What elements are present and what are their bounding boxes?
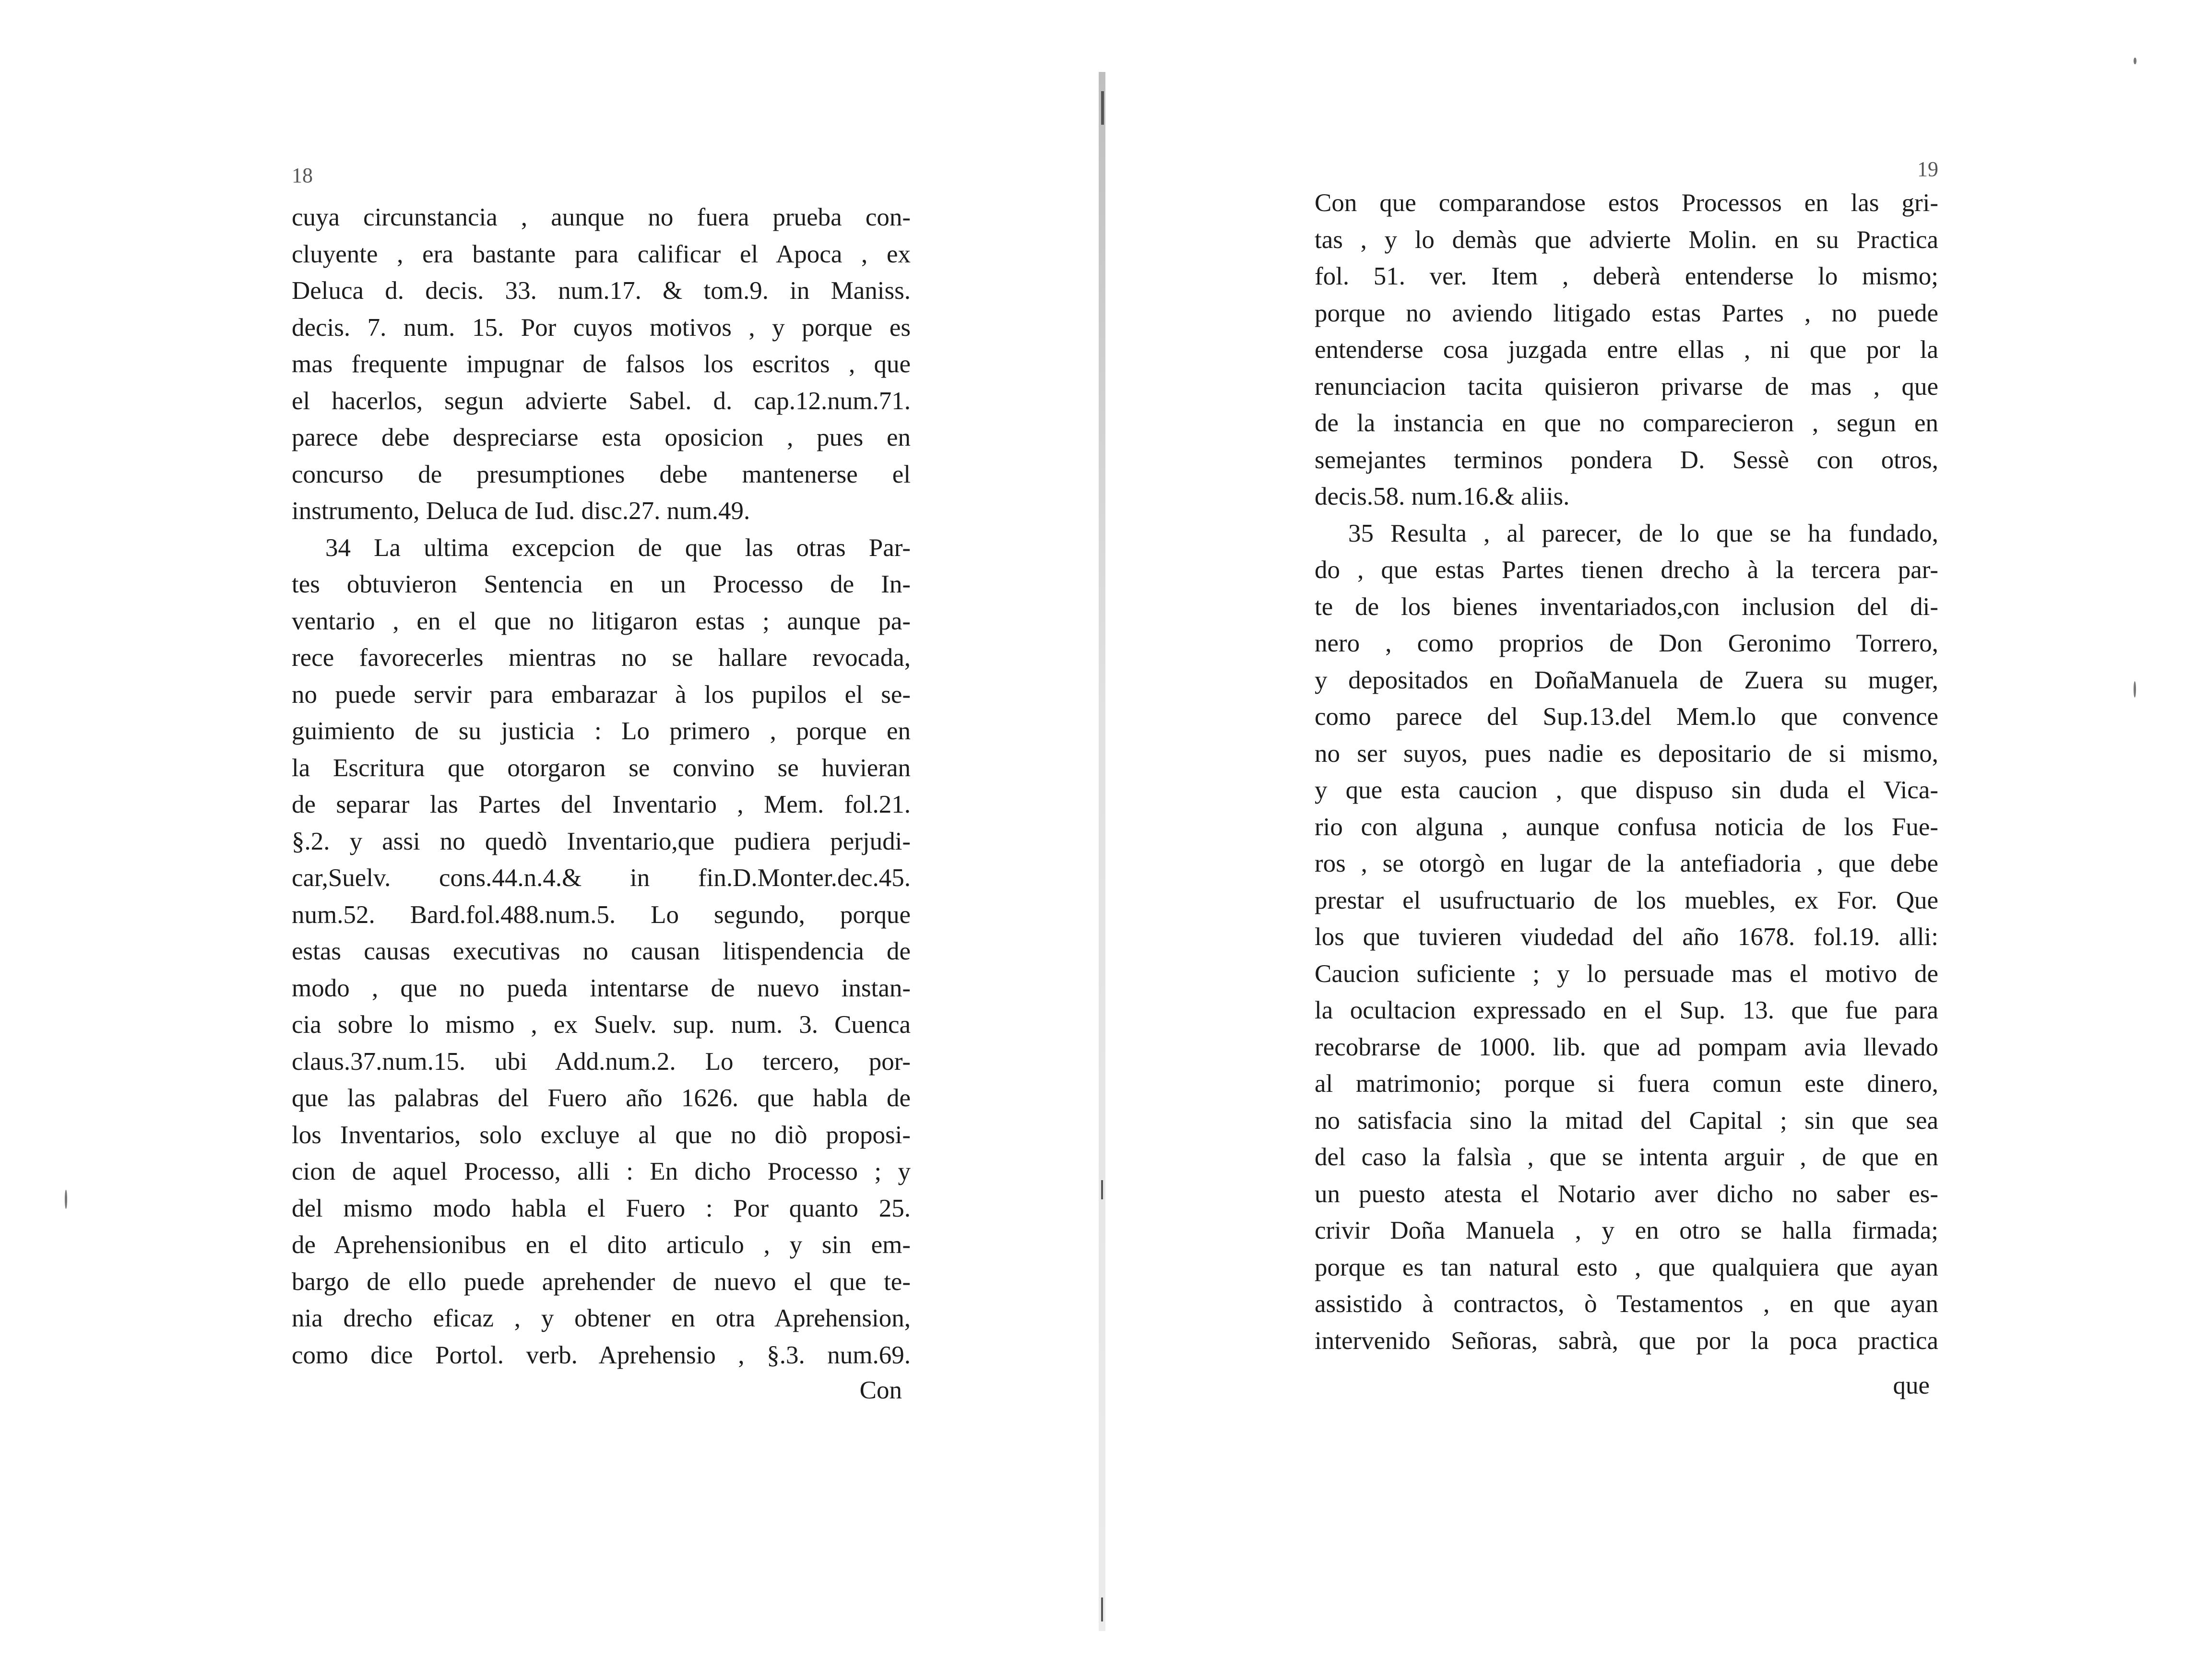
text-line: instrumento, Deluca de Iud. disc.27. num.49. <box>292 497 750 525</box>
text-line: y depositados en DoñaManuela de Zuera su muger, <box>1315 666 1938 694</box>
catchword: que <box>1893 1372 1930 1399</box>
text-line: Con que comparandose estos Processos en las gri- <box>1315 189 1938 217</box>
paragraph-start: 34 La ultima excepcion de que las otras Par- <box>325 533 911 562</box>
text-line: como parece del Sup.13.del Mem.lo que convence <box>1315 703 1938 731</box>
text-line: claus.37.num.15. ubi Add.num.2. Lo tercero, por- <box>292 1047 911 1076</box>
text-line: del mismo modo habla el Fuero : Por quanto 25. <box>292 1194 911 1222</box>
text-line: ventario , en el que no litigaron estas ; aunque pa- <box>292 607 911 635</box>
text-line: cion de aquel Processo, alli : En dicho Processo ; y <box>292 1158 911 1185</box>
paragraph-start: 35 Resulta , al parecer, de lo que se ha fundado, <box>1348 519 1938 547</box>
page-number: 18 <box>292 164 313 187</box>
text-line: assistido à contractos, ò Testamentos , en que ayan <box>1315 1290 1938 1318</box>
edge-speck <box>2134 58 2136 64</box>
text-line: rio con alguna , aunque confusa noticia de los Fue- <box>1315 813 1938 841</box>
text-line: ros , se otorgò en lugar de la antefiadoria , que debe <box>1315 850 1938 877</box>
text-line: no ser suyos, pues nadie es depositario de si mismo, <box>1315 739 1938 768</box>
text-line: rece favorecerles mientras no se hallare revocada, <box>292 644 911 672</box>
text-line: num.52. Bard.fol.488.num.5. Lo segundo, porque <box>292 900 911 929</box>
text-line: §.2. y assi no quedò Inventario,que pudiera perjudi- <box>292 827 911 855</box>
text-line: prestar el usufructuario de los muebles, ex For. Que <box>1315 886 1938 914</box>
text-line: el hacerlos, segun advierte Sabel. d. cap.12.num.71. <box>292 387 911 415</box>
catchword: Con <box>859 1376 902 1404</box>
text-line: te de los bienes inventariados,con inclusion del di- <box>1315 592 1938 621</box>
text-line: no satisfacia sino la mitad del Capital ; sin que sea <box>1315 1106 1938 1135</box>
text-line: porque es tan natural esto , que qualquiera que ayan <box>1315 1253 1938 1281</box>
edge-speck <box>65 1190 67 1209</box>
text-line: modo , que no pueda intentarse de nuevo instan- <box>292 974 911 1002</box>
text-line: intervenido Señoras, sabrà, que por la poca practica <box>1315 1326 1938 1355</box>
text-line: bargo de ello puede aprehender de nuevo el que te- <box>292 1267 911 1296</box>
text-line: de la instancia en que no comparecieron , segun en <box>1315 409 1938 437</box>
text-line: los que tuvieren viudedad del año 1678. fol.19. alli: <box>1315 923 1938 951</box>
text-line: Deluca d. decis. 33. num.17. & tom.9. in Maniss. <box>292 277 911 305</box>
text-line: cluyente , era bastante para calificar el Apoca , ex <box>292 240 911 268</box>
text-line: cia sobre lo mismo , ex Suelv. sup. num. 3. Cuenca <box>292 1011 911 1039</box>
text-line: parece debe despreciarse esta oposicion , pues en <box>292 424 911 451</box>
text-line: decis. 7. num. 15. Por cuyos motivos , y porque es <box>292 313 911 342</box>
text-line: semejantes terminos pondera D. Sessè con otros, <box>1315 446 1938 474</box>
text-line: do , que estas Partes tienen drecho à la tercera par- <box>1315 556 1938 584</box>
gutter-mark <box>1101 1597 1103 1621</box>
text-line: la Escritura que otorgaron se convino se huvieran <box>292 754 911 782</box>
text-line: car,Suelv. cons.44.n.4.& in fin.D.Monter.dec.45. <box>292 864 911 892</box>
text-line: nia drecho eficaz , y obtener en otra Aprehension, <box>292 1304 911 1332</box>
text-line: entenderse cosa juzgada entre ellas , ni que por la <box>1315 336 1938 364</box>
text-line: y que esta caucion , que dispuso sin duda el Vica- <box>1315 776 1938 804</box>
text-line: cuya circunstancia , aunque no fuera prueba con- <box>292 203 911 231</box>
text-line: los Inventarios, solo excluye al que no diò proposi- <box>292 1121 911 1149</box>
text-line: porque no aviendo litigado estas Partes , no puede <box>1315 299 1938 327</box>
text-line: de Aprehensionibus en el dito articulo , y sin em- <box>292 1231 911 1259</box>
text-line: un puesto atesta el Notario aver dicho no saber es- <box>1315 1180 1938 1208</box>
text-line: decis.58. num.16.& aliis. <box>1315 483 1570 510</box>
text-line: Caucion suficiente ; y lo persuade mas el motivo de <box>1315 959 1938 988</box>
text-line: que las palabras del Fuero año 1626. que habla de <box>292 1084 911 1112</box>
text-line: de separar las Partes del Inventario , Mem. fol.21. <box>292 791 911 818</box>
text-line: recobrarse de 1000. lib. que ad pompam avia llevado <box>1315 1033 1938 1061</box>
text-line: guimiento de su justicia : Lo primero , porque en <box>292 717 911 745</box>
text-line: como dice Portol. verb. Aprehensio , §.3. num.69. <box>292 1341 911 1369</box>
text-line: concurso de presumptiones debe mantenerse el <box>292 460 911 488</box>
page-text <box>292 199 911 1373</box>
edge-speck <box>2134 681 2136 698</box>
text-line: estas causas executivas no causan litispendencia de <box>292 937 911 965</box>
text-line: tes obtuvieron Sentencia en un Processo de In- <box>292 570 911 598</box>
page-text <box>1315 185 1938 1359</box>
text-line: la ocultacion expressado en el Sup. 13. que fue para <box>1315 996 1938 1024</box>
text-line: del caso la falsìa , que se intenta arguir , de que en <box>1315 1143 1938 1171</box>
text-line: fol. 51. ver. Item , deberà entenderse lo mismo; <box>1315 262 1938 290</box>
text-line: tas , y lo demàs que advierte Molin. en su Practica <box>1315 225 1938 254</box>
text-line: crivir Doña Manuela , y en otro se halla firmada; <box>1315 1217 1938 1244</box>
gutter-mark <box>1101 1180 1103 1199</box>
text-line: nero , como proprios de Don Geronimo Torrero, <box>1315 629 1938 657</box>
book-gutter <box>1099 72 1105 1631</box>
text-line: mas frequente impugnar de falsos los escritos , que <box>292 350 911 378</box>
gutter-mark <box>1101 91 1104 125</box>
text-line: no puede servir para embarazar à los pupilos el se- <box>292 680 911 709</box>
text-line: al matrimonio; porque si fuera comun este dinero, <box>1315 1070 1938 1098</box>
text-line: renunciacion tacita quisieron privarse de mas , que <box>1315 372 1938 401</box>
page-number: 19 <box>1917 157 1938 181</box>
